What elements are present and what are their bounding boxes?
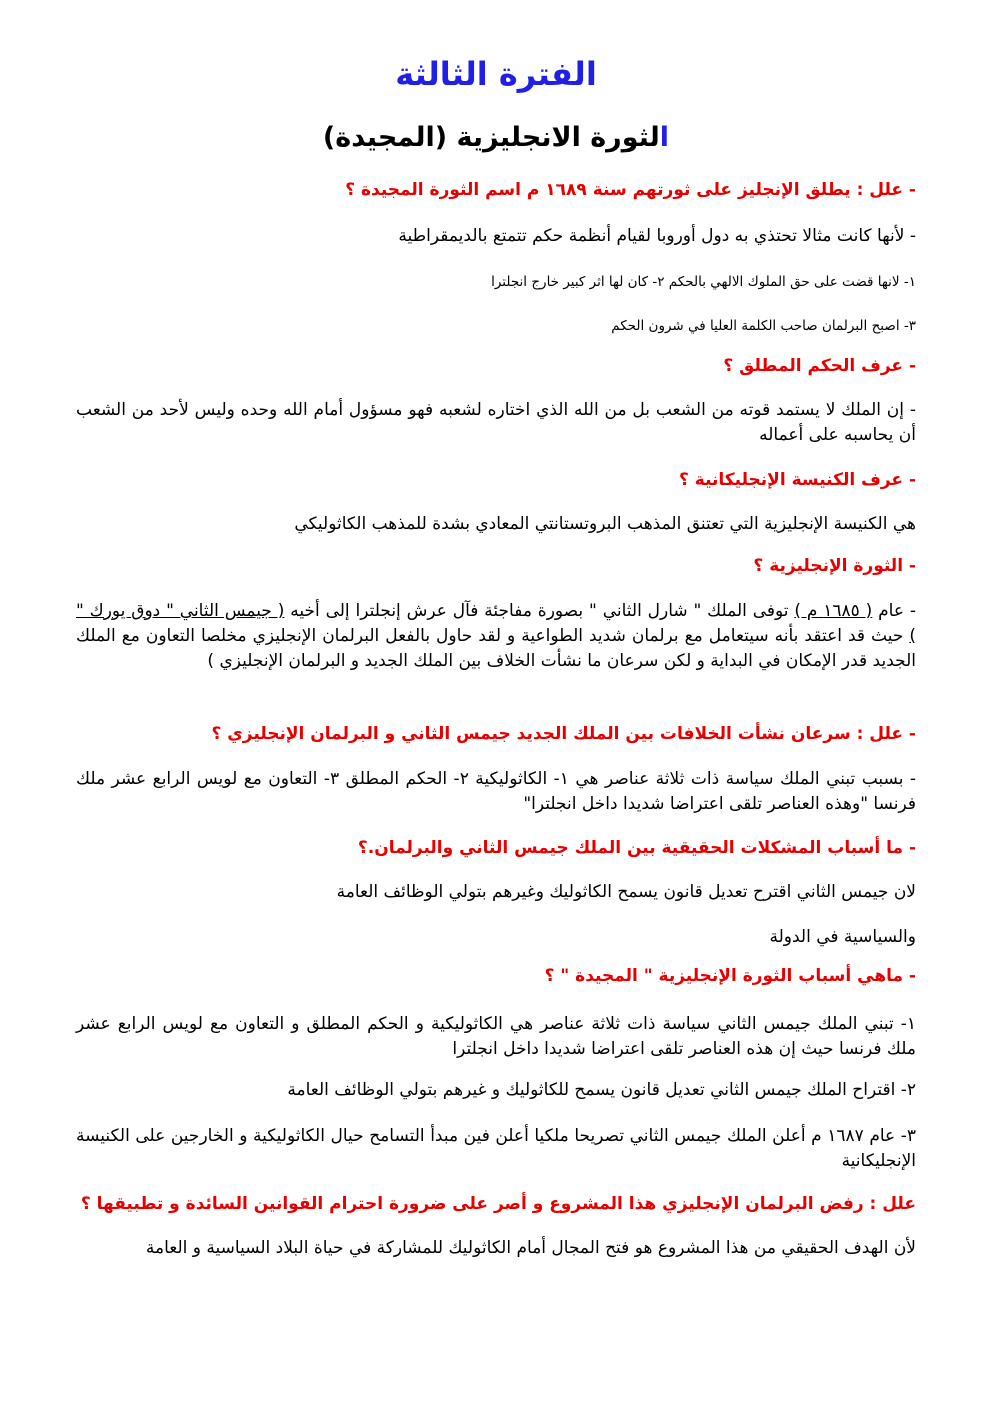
question-2: - عرف الحكم المطلق ؟: [723, 356, 916, 376]
answer-4-year: ( ١٦٨٥ م ): [794, 601, 873, 621]
answer-4-part-3: حيث قد اعتقد بأنه سيتعامل مع برلمان شديد الطواعية و لقد حاول بالفعل البرلمان الإنجليزي مخلصا التعاون مع الملك الجديد قدر الإمكان في البداية و لكن سرعان ما نشأت الخلاف بين الملك الجديد و البرلمان الإنجليزي ): [76, 626, 916, 671]
answer-2: - إن الملك لا يستمد قوته من الشعب بل من الله الذي اختاره لشعبه فهو مسؤول أمام الله وحده وليس لأحد من الشعب أن يحاسبه على أعماله: [76, 400, 916, 445]
question-8: علل : رفض البرلمان الإنجليزي هذا المشروع و أصر على ضرورة احترام القوانين السائدة و تطبيقها ؟: [80, 1194, 916, 1214]
answer-6-line-2: والسياسية في الدولة: [769, 927, 916, 947]
section-title-text: لثورة الانجليزية (المجيدة): [322, 122, 660, 153]
answer-5: - بسبب تبني الملك سياسة ذات ثلاثة عناصر هي ١- الكاثوليكية ٢- الحكم المطلق ٣- التعاون مع لويس الرابع عشر ملك فرنسا "وهذه العناصر تلقى اعتراضا شديدا داخل انجلترا": [76, 769, 917, 814]
question-4: - الثورة الإنجليزية ؟: [753, 556, 916, 576]
answer-4-part-1: - عام: [872, 601, 916, 621]
question-5: - علل : سرعان نشأت الخلافات بين الملك الجديد جيمس الثاني و البرلمان الإنجليزي ؟: [211, 724, 916, 744]
question-6: - ما أسباب المشكلات الحقيقية بين الملك جيمس الثاني والبرلمان.؟: [357, 838, 916, 858]
section-title: [0, 122, 992, 153]
answer-1-point-2: ٣- اصبح البرلمان صاحب الكلمة العليا في شرون الحكم: [611, 318, 916, 334]
answer-3: هي الكنيسة الإنجليزية التي تعتنق المذهب البروتستانتي المعادي بشدة للمذهب الكاثوليكي: [294, 514, 916, 534]
answer-4-king-name: ( جيمس الثاني " دوق يورك " ): [76, 601, 916, 646]
answer-7-point-1: ١- تبني الملك جيمس الثاني سياسة ذات ثلاثة عناصر هي الكاثوليكية و الحكم المطلق و التعاون مع لويس الرابع عشر ملك فرنسا حيث إن هذه العناصر تلقى اعتراضا شديدا داخل انجلترا: [76, 1014, 916, 1059]
section-title-accent: ا: [659, 122, 670, 153]
answer-7-point-2: ٢- اقتراح الملك جيمس الثاني تعديل قانون يسمح للكاثوليك و غيرهم بتولي الوظائف العامة: [287, 1080, 916, 1100]
answer-4: [76, 599, 916, 674]
answer-1-point-1: ١- لانها قضت على حق الملوك الالهي بالحكم ٢- كان لها اثر كبير خارج انجلترا: [491, 274, 916, 290]
question-3: - عرف الكنيسة الإنجليكانية ؟: [678, 470, 916, 490]
page-title: الفترة الثالثة: [395, 55, 597, 93]
answer-6-line-1: لان جيمس الثاني اقترح تعديل قانون يسمح الكاثوليك وغيرهم بتولي الوظائف العامة: [336, 882, 916, 902]
answer-4-part-2: توفى الملك " شارل الثاني " بصورة مفاجئة فآل عرش إنجلترا إلى أخيه: [284, 601, 795, 621]
answer-8: لأن الهدف الحقيقي من هذا المشروع هو فتح المجال أمام الكاثوليك للمشاركة في حياة البلاد السياسية و العامة: [145, 1238, 916, 1258]
question-1: - علل : يطلق الإنجليز على ثورتهم سنة ١٦٨٩ م اسم الثورة المجيدة ؟: [345, 180, 916, 200]
question-7: - ماهي أسباب الثورة الإنجليزية " المجيدة " ؟: [544, 966, 916, 986]
answer-7-point-3: ٣- عام ١٦٨٧ م أعلن الملك جيمس الثاني تصريحا ملكيا أعلن فين مبدأ التسامح حيال الكاثوليكية و الخارجين على الكنيسة الإنجليكانية: [76, 1126, 916, 1171]
answer-1: - لأنها كانت مثالا تحتذي به دول أوروبا لقيام أنظمة حكم تتمتع بالديمقراطية: [398, 226, 916, 246]
